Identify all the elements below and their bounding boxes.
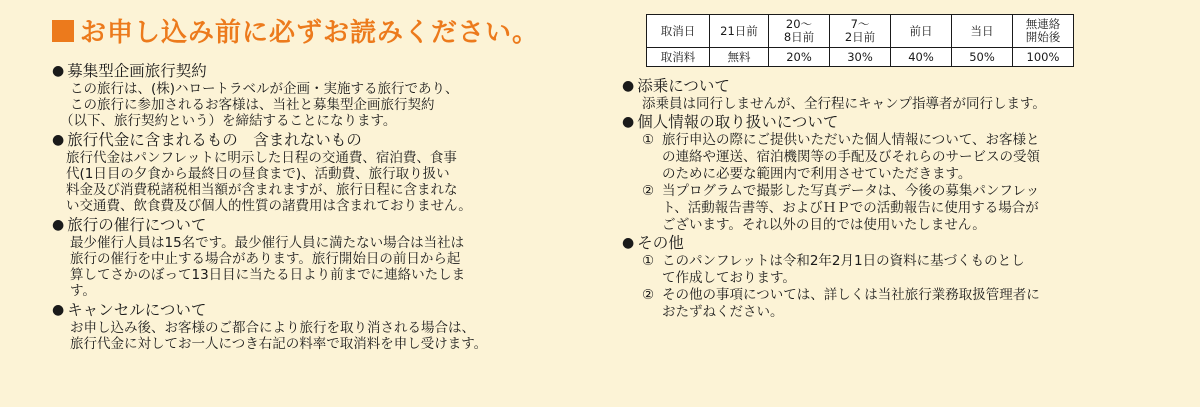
bullet-icon: ● [52,132,65,148]
table-cell: 30% [830,48,891,67]
table-cell: 50% [952,48,1013,67]
section-title: ● その他 [622,234,684,252]
table-header-cell: 7〜 2日前 [830,15,891,48]
table-header-cell: 無連絡 開始後 [1013,15,1074,48]
section-body: 添乗員は同行しませんが、全行程にキャンプ指導者が同行します。 [642,96,1046,112]
table-cell: 無料 [710,48,769,67]
bullet-icon: ● [622,114,635,130]
bullet-icon: ● [52,63,65,79]
list-item: ② その他の事項については、詳しくは当社旅行業務取扱管理者に おたずねください。 [642,287,1040,320]
list-item: ① 旅行申込の際にご提供いただいた個人情報について、お客様と の連絡や運送、宿泊機関等の手配及びそれらのサービスの受領 のために必要な範囲内で利用させていただきます。 [642,132,1040,182]
section-privacy [622,113,1170,234]
section-title: ● 個人情報の取り扱いについて [622,113,839,131]
notice-heading [52,10,592,50]
section-cancel [52,301,592,352]
list-item: ② 当プログラムで撮影した写真データは、今後の募集パンフレッ ト、活動報告書等、およびＨＰでの活動報告に使用する場合が ございます。それ以外の目的では使用いたしません。 [642,183,1040,233]
section-body [622,132,1170,234]
section-title: ● キャンセルについて [52,301,207,319]
section-body [622,253,1170,321]
section-contract [52,62,592,129]
table-header-cell: 前日 [891,15,952,48]
bullet-icon: ● [52,302,65,318]
section-title: ● 添乗について [622,77,730,95]
section-title: ● 旅行代金に含まれるもの 含まれないもの [52,131,362,149]
bullet-icon: ● [622,235,635,251]
left-column [52,10,592,354]
table-cell: 20% [769,48,830,67]
table-header-cell: 取消日 [647,15,710,48]
notice-heading-text: お申し込み前に必ずお読みください。 [80,17,540,48]
orange-square-icon [52,20,74,42]
table-header-cell: 21日前 [710,15,769,48]
section-body: この旅行は、(株)ハロートラベルが企画・実施する旅行であり、 この旅行に参加されるお客様は、当社と募集型企画旅行契約 （以下、旅行契約という）を締結することになります。 [60,81,459,129]
bullet-icon: ● [52,217,65,233]
cancellation-fee-table [646,14,1074,67]
section-title: ● 募集型企画旅行契約 [52,62,207,80]
list-item: ① このパンフレットは令和2年2月1日の資料に基づくものとし て作成しております。 [642,253,1025,286]
table-header-cell: 20〜 8日前 [769,15,830,48]
section-body: 旅行代金はパンフレットに明示した日程の交通費、宿泊費、食事 代(1日目の夕食から最終日の昼食まで)、活動費、旅行取り扱い 料金及び消費税諸税相当額が含まれますが、旅行日程に含まれな い交通費、飲食費及び個人的性質の諸費用は含まれておりません。 [66,150,472,214]
table-cell: 100% [1013,48,1074,67]
section-body: お申し込み後、お客様のご都合により旅行を取り消される場合は、 旅行代金に対してお一人につき右記の料率で取消料を申し受けます。 [70,320,488,352]
table-row [647,48,1074,67]
section-other [622,234,1170,321]
table-header-cell: 当日 [952,15,1013,48]
table-row [647,15,1074,48]
bullet-icon: ● [622,78,635,94]
section-escort [622,77,1170,113]
table-cell: 取消料 [647,48,710,67]
section-price [52,131,592,214]
section-title: ● 旅行の催行について [52,216,207,234]
section-body: 最少催行人員は15名です。最少催行人員に満たない場合は当社は 旅行の催行を中止する場合があります。旅行開始日の前日から起 算してさかのぼって13日目に当たる日より前までに連絡いたしま す。 [70,235,466,299]
table-cell: 40% [891,48,952,67]
right-column [622,14,1170,321]
section-tour-operation [52,216,592,299]
